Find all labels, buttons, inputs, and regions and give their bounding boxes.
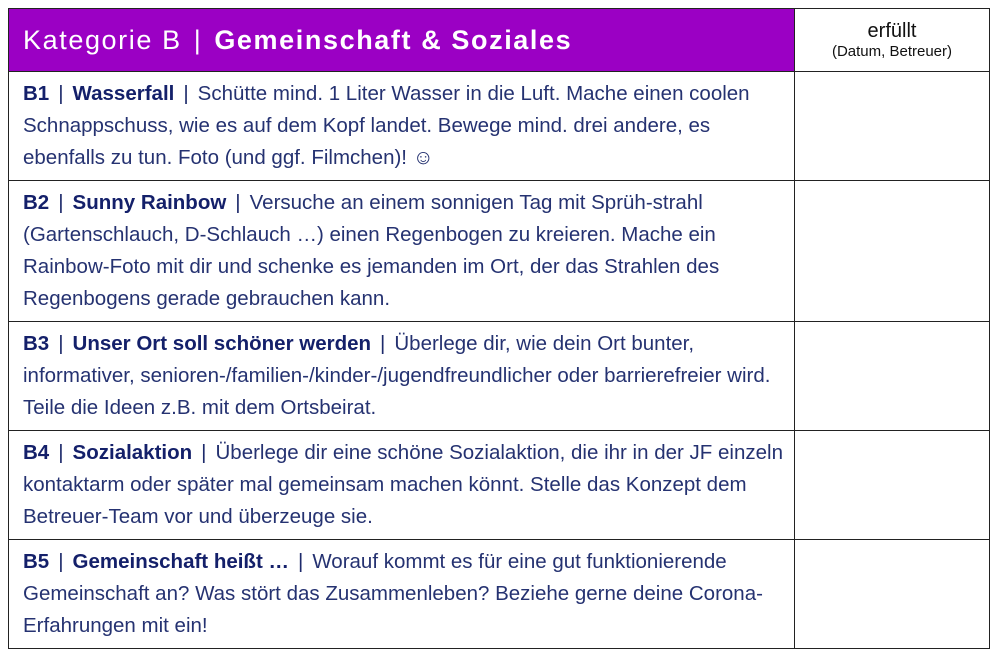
task-code: B3	[23, 332, 50, 355]
task-code: B4	[23, 441, 50, 464]
task-description: Worauf kommt es für eine gut funktionierende Gemeinschaft an? Was stört das Zusammenleben? Beziehe gerne deine Corona-Erfahrungen mit ein!	[23, 550, 763, 637]
completion-cell[interactable]	[795, 72, 990, 181]
header-row	[9, 9, 990, 72]
task-separator: |	[58, 191, 64, 214]
task-separator: |	[58, 82, 64, 105]
task-separator: |	[58, 332, 64, 355]
task-row-b4	[9, 431, 990, 540]
task-title: Sunny Rainbow	[72, 191, 227, 214]
task-title: Unser Ort soll schöner werden	[72, 332, 372, 355]
task-description: Überlege dir, wie dein Ort bunter, informativer, senioren-/familien-/kinder-/jugendfreundlicher oder barrierefreier wird. Teile die Ideen z.B. mit dem Ortsbeirat.	[23, 332, 771, 419]
task-code: B5	[23, 550, 50, 573]
task-row-b2	[9, 181, 990, 322]
task-text-cell	[9, 181, 795, 322]
completion-cell[interactable]	[795, 322, 990, 431]
completion-cell[interactable]	[795, 540, 990, 649]
task-separator: |	[58, 441, 64, 464]
task-text-cell	[9, 72, 795, 181]
task-separator: |	[58, 550, 64, 573]
task-separator: |	[297, 550, 304, 573]
task-text-cell	[9, 431, 795, 540]
category-header	[9, 9, 795, 72]
task-description: Versuche an einem sonnigen Tag mit Sprüh-strahl (Gartenschlauch, D-Schlauch …) einen Regenbogen zu kreieren. Mache ein Rainbow-Foto mit dir und schenke es jemanden im Ort, der das Strahlen des Regenbogens gerade gebrauchen kann.	[23, 191, 720, 310]
task-row-b5	[9, 540, 990, 649]
task-text-cell	[9, 540, 795, 649]
status-subtitle: (Datum, Betreuer)	[831, 42, 953, 60]
task-description: Schütte mind. 1 Liter Wasser in die Luft. Mache einen coolen Schnappschuss, wie es auf dem Kopf landet. Bewege mind. drei andere, es ebenfalls zu tun. Foto (und ggf. Filmchen)! ☺	[23, 82, 750, 169]
task-title: Wasserfall	[72, 82, 175, 105]
task-table	[8, 8, 990, 649]
task-text-cell	[9, 322, 795, 431]
task-description: Überlege dir eine schöne Sozialaktion, die ihr in der JF einzeln kontaktarm oder später mal gemeinsam machen könnt. Stelle das Konzept dem Betreuer-Team vor und überzeuge sie.	[23, 441, 783, 528]
task-code: B2	[23, 191, 50, 214]
category-name: Gemeinschaft & Soziales	[214, 24, 573, 55]
status-title: erfüllt	[867, 19, 917, 42]
task-title: Gemeinschaft heißt …	[72, 550, 289, 573]
task-separator: |	[201, 441, 207, 464]
category-label: Kategorie B	[23, 24, 182, 55]
task-separator: |	[235, 191, 241, 214]
task-separator: |	[183, 82, 189, 105]
task-row-b3	[9, 322, 990, 431]
completion-cell[interactable]	[795, 181, 990, 322]
task-code: B1	[23, 82, 50, 105]
completion-cell[interactable]	[795, 431, 990, 540]
task-separator: |	[380, 332, 386, 355]
status-column-header	[795, 9, 990, 72]
task-title: Sozialaktion	[72, 441, 193, 464]
header-separator: |	[193, 24, 203, 55]
task-row-b1	[9, 72, 990, 181]
